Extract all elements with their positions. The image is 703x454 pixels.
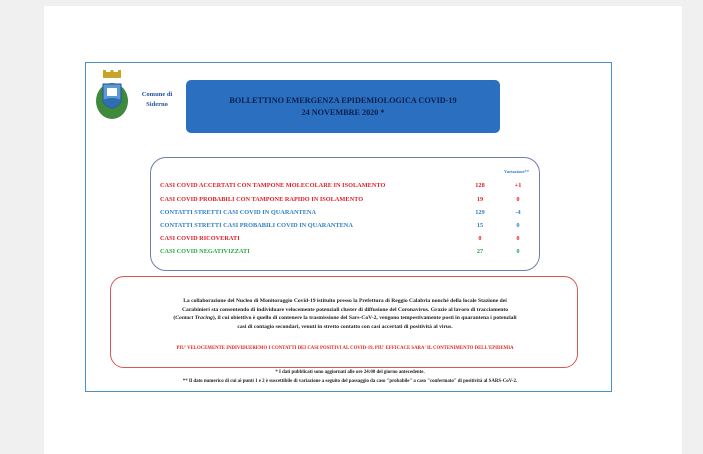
note-line: casi di contagio secondari, venuti in stretto contatto con casi accertati di positività al virus. [237, 323, 453, 330]
footnote-1: * I dati pubblicati sono aggiornati alle ore 24:00 del giorno antecedente. [275, 370, 425, 375]
stats-row [160, 209, 520, 219]
variation-header: Variazione** [504, 169, 530, 174]
note-paren: ( [173, 315, 176, 321]
row-variation: -4 [515, 209, 521, 216]
municipality-line2: Siderno [146, 101, 168, 108]
title-line1: BOLLETTINO EMERGENZA EPIDEMIOLOGICA COVID-19 [229, 95, 457, 105]
row-value: 129 [475, 209, 485, 216]
note-text [140, 297, 550, 331]
row-label: CASI COVID ACCERTATI CON TAMPONE MOLECOLARE IN ISOLAMENTO [160, 182, 386, 189]
row-variation: 0 [516, 235, 520, 242]
footnote-2: ** Il dato numerico di cui ai punti 1 e 2 è suscettibile di variazione a seguito del passaggio da caso "probabile" a caso "confermato" di positività al SARS-CoV-2. [182, 379, 518, 384]
row-value: 0 [478, 235, 482, 242]
row-value: 15 [476, 222, 484, 229]
stats-row [160, 182, 520, 192]
row-label: CASI COVID NEGATIVIZZATI [160, 248, 250, 255]
row-label: CONTATTI STRETTI CASI COVID IN QUARANTENA [160, 209, 316, 216]
row-variation: 0 [516, 248, 520, 255]
bulletin-title [186, 80, 500, 133]
row-label: CONTATTI STRETTI CASI PROBABILI COVID IN QUARANTENA [160, 222, 353, 229]
municipality-label [136, 90, 178, 110]
stats-row [160, 222, 520, 232]
stats-row [160, 235, 520, 245]
stats-row [160, 196, 520, 206]
row-value: 19 [476, 196, 484, 203]
row-label: CASI COVID RICOVERATI [160, 235, 240, 242]
row-value: 27 [476, 248, 484, 255]
row-variation: 0 [516, 222, 520, 229]
row-label: CASI COVID PROBABILI CON TAMPONE RAPIDO IN ISOLAMENTO [160, 196, 364, 203]
title-line2: 24 NOVEMBRE 2020 * [301, 107, 385, 117]
note-line [140, 314, 550, 323]
note-emphasis: Contact Tracing [175, 315, 213, 321]
row-value: 128 [475, 182, 485, 189]
coat-of-arms-icon [94, 70, 130, 122]
note-line: La collaborazione del Nucleo di Monitoraggio Covid-19 istituito presso la Prefettura di Reggio Calabria nonché della locale Stazione dei [183, 298, 507, 304]
stats-row [160, 248, 520, 258]
alert-text: PIU' VELOCEMENTE INDIVIDUEREMO I CONTATTI DEI CASI POSITIVI AL COVID-19, PIU' EFFICACE SARA' IL CONTENIMENTO DELL'EPIDEMIA [176, 346, 514, 351]
row-variation: +1 [514, 182, 522, 189]
note-line-rest: ), il cui obiettivo è quello di contenere la trasmissione del Sars-CoV-2, vengono tempestivamente posti in quarantena i potenziali [212, 315, 517, 321]
note-line: Carabinieri sta consentendo di individuare velocemente potenziali cluster di diffusione del Coronavirus. Grazie al lavoro di tracciamento [181, 306, 509, 313]
row-variation: 0 [516, 196, 520, 203]
municipality-line1: Comune di [141, 91, 173, 98]
